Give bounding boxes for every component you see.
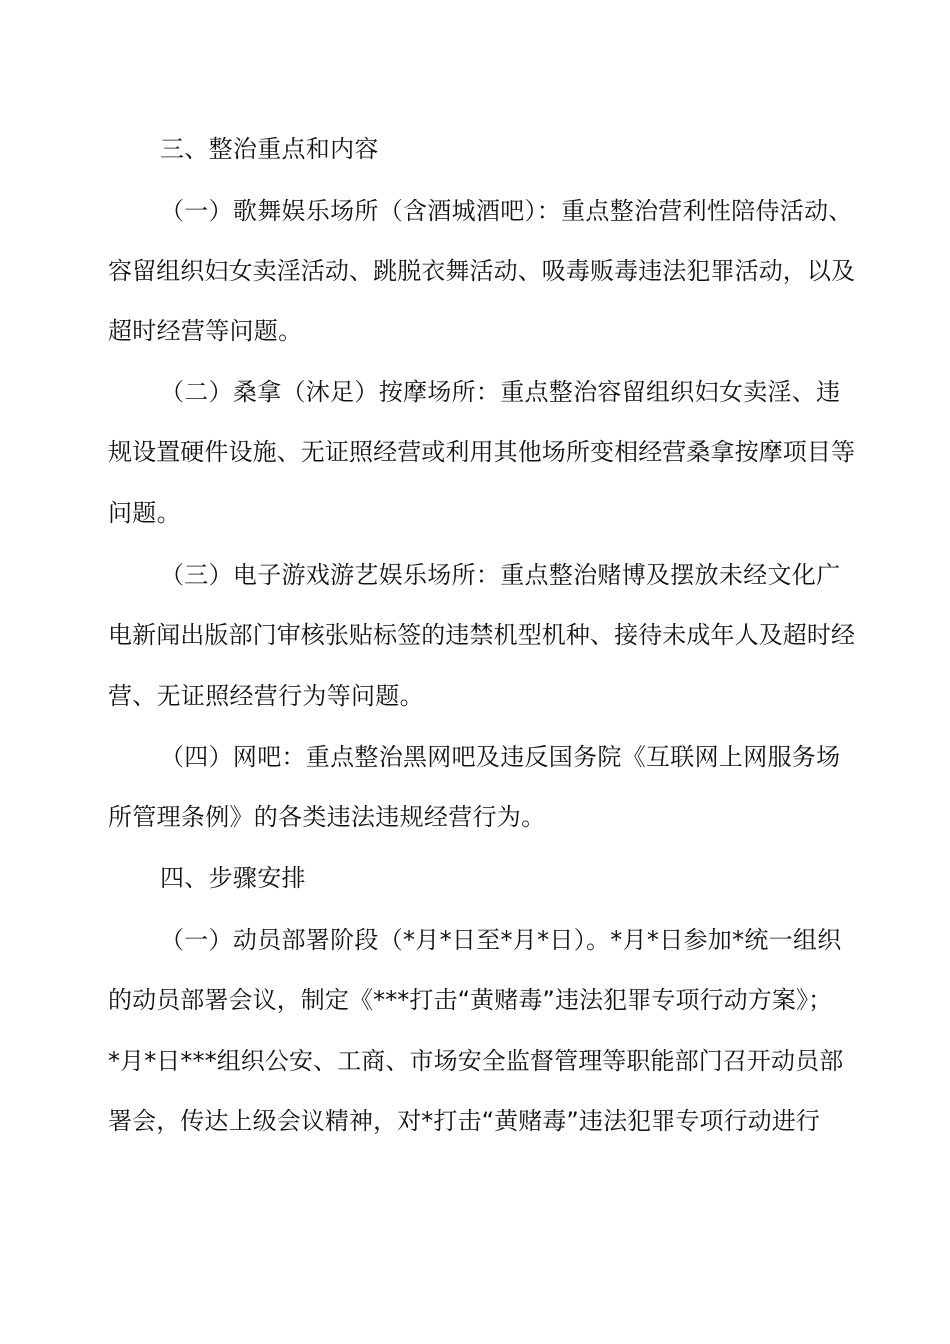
paragraph-5-line-4: 署会，传达上级会议精神，对*打击“黄赌毒”违法犯罪专项行动进行 [108, 1107, 820, 1135]
paragraph-1-line-3: 超时经营等问题。 [108, 317, 303, 345]
paragraph-2-line-2: 规设置硬件设施、无证照经营或利用其他场所变相经营桑拿按摩项目等 [108, 438, 856, 466]
paragraph-5-line-2: 的动员部署会议，制定《***打击“黄赌毒”违法犯罪专项行动方案》； [108, 986, 833, 1014]
paragraph-3-line-1: （三）电子游戏游艺娱乐场所：重点整治赌博及摆放未经文化广 [160, 561, 841, 589]
paragraph-4-line-1: （四）网吧：重点整治黑网吧及违反国务院《互联网上网服务场 [160, 743, 841, 771]
section-heading-4: 四、步骤安排 [160, 864, 306, 892]
paragraph-1-line-1: （一）歌舞娱乐场所（含酒城酒吧）：重点整治营利性陪侍活动、 [160, 197, 853, 225]
paragraph-4-line-2: 所管理条例》的各类违法违规经营行为。 [108, 803, 546, 831]
paragraph-2-line-1: （二）桑拿（沐足）按摩场所：重点整治容留组织妇女卖淫、违 [160, 378, 841, 406]
paragraph-5-line-1: （一）动员部署阶段（*月*日至*月*日）。*月*日参加*统一组织 [160, 926, 842, 954]
paragraph-3-line-3: 营、无证照经营行为等问题。 [108, 682, 424, 710]
paragraph-1-line-2: 容留组织妇女卖淫活动、跳脱衣舞活动、吸毒贩毒违法犯罪活动，以及 [108, 257, 856, 285]
paragraph-3-line-2: 电新闻出版部门审核张贴标签的违禁机型机种、接待未成年人及超时经 [108, 621, 856, 649]
paragraph-2-line-3: 问题。 [108, 499, 181, 527]
paragraph-5-line-3: *月*日***组织公安、工商、市场安全监督管理等职能部门召开动员部 [108, 1047, 844, 1075]
section-heading-3: 三、整治重点和内容 [160, 135, 379, 163]
